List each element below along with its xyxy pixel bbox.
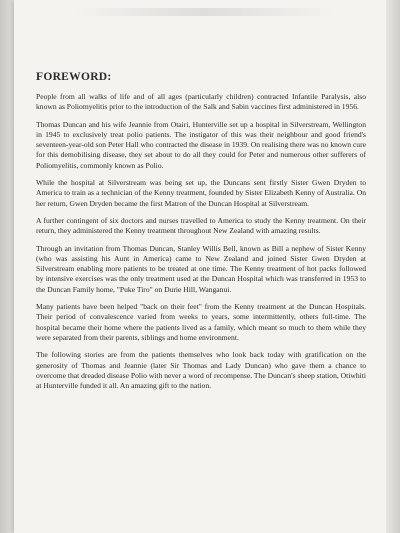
paragraph-4: A further contingent of six doctors and nurses travelled to America to study the Kenny treatment. On their return, they administered the Kenny treatment throughout New Zealand with amazing results. [36, 215, 366, 236]
paragraph-2: Thomas Duncan and his wife Jeannie from Otairi, Hunterville set up a hospital in Silverstream, Wellington in 1945 to exclusively treat polio patients. The instigator of this was their neighbour and good friend's seventeen-year-old son Peter Hall who contracted the disease in 1939. On realising there was no known cure for this demobilising disease, they set about to do all they could for Peter and numerous other sufferers of Poliomyelitis, commonly known as Polio. [36, 119, 366, 170]
paragraph-1: People from all walks of life and of all ages (particularly children) contracted Infantile Paralysis, also known as Poliomyelitis prior to the introduction of the Salk and Sabin vaccines first administered in 1956. [36, 92, 366, 112]
paragraph-6: Many patients have been helped "back on their feet" from the Kenny treatment at the Duncan Hospitals. Their period of convalescence varied from weeks to years, some intermittently, others full-time. The hospital became their home where the patients lived as a family, which meant so much to them while they were separated from their parents, siblings and home environment. [36, 302, 366, 342]
foreword-section [36, 71, 366, 398]
paragraph-3: While the hospital at Silverstream was being set up, the Duncans sent firstly Sister Gwen Dryden to America to train as a technician of the Kenny treatment, founded by Sister Elizabeth Kenny of Australia. On her return, Gwen Dryden became the first Matron of the Duncan Hospital at Silverstream. [36, 178, 366, 208]
paragraph-5: Through an invitation from Thomas Duncan, Stanley Willis Bell, known as Bill a nephew of Sister Kenny (who was assisting his Aunt in America) came to New Zealand and joined Sister Gwen Dryden at Silverstream enabling more patients to be treated at one time. The Kenny treatment of hot packs followed by intensive exercises was the only treatment used at the Duncan Hospital which was transferred in 1953 to the Duncan Family home, "Puke Tiro" on Durie Hill, Wanganui. [36, 243, 366, 294]
show-through-text [74, 8, 334, 16]
book-page [14, 0, 386, 533]
foreword-heading: FOREWORD: [36, 71, 112, 83]
page-edge-left [0, 0, 14, 533]
paragraph-7: The following stories are from the patients themselves who look back today with gratification on the generosity of Thomas and Jeannie (later Sir Thomas and Lady Duncan) who gave them a chance to overcome that dreaded disease Polio with never a word of recompense. The Duncan's sheep station, Otiwhiti at Hunterville funded it all. An amazing gift to the nation. [36, 350, 366, 391]
page-edge-right [386, 0, 400, 533]
